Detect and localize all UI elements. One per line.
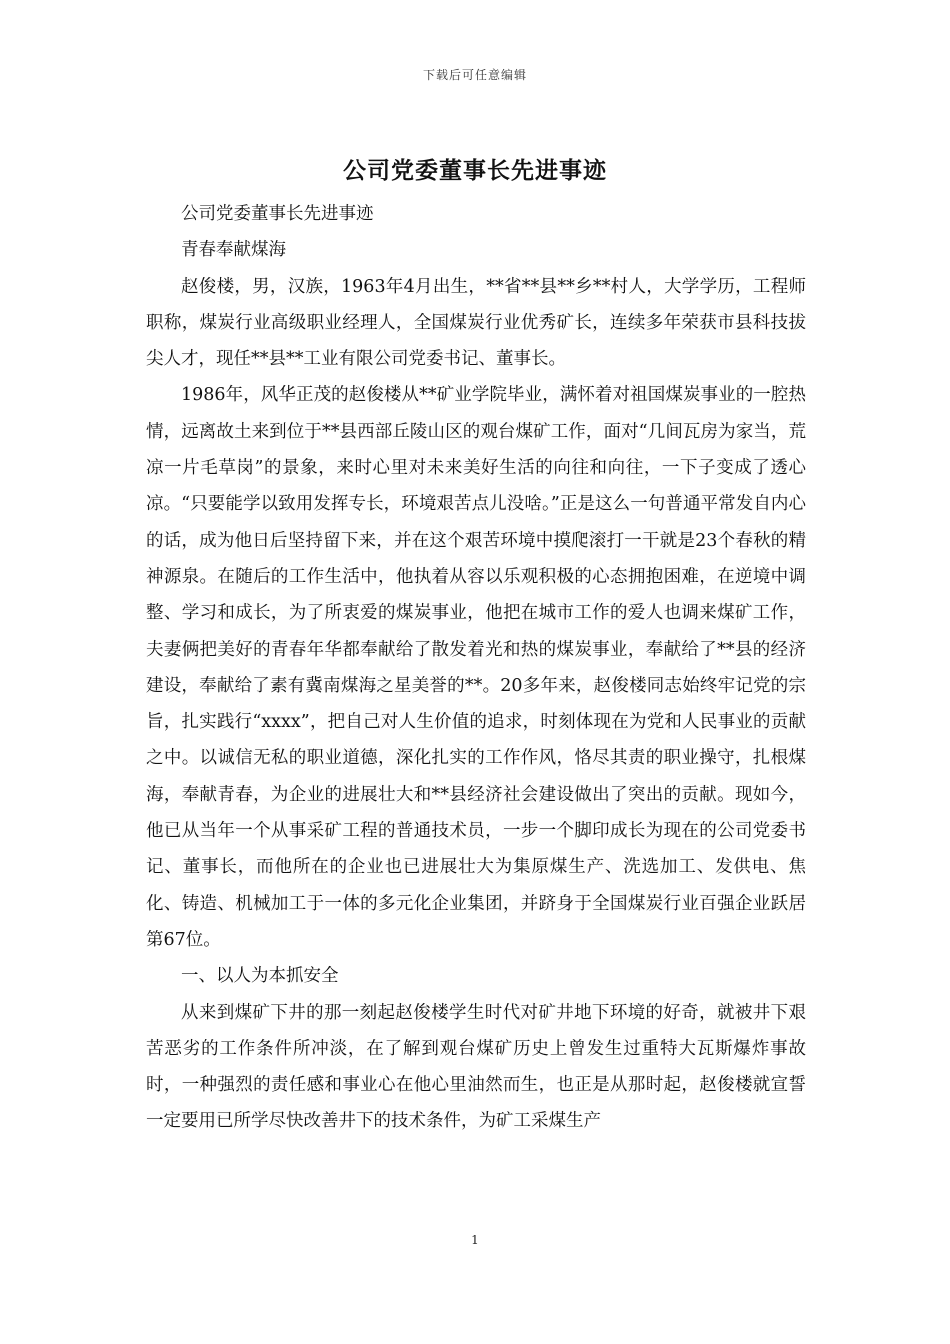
paragraph-career: 1986年，风华正茂的赵俊楼从**矿业学院毕业，满怀着对祖国煤炭事业的一腔热情，远离故土来到位于**县西部丘陵山区的观台煤矿工作，面对“几间瓦房为家当，荒凉一片毛草岗”的景象，来时心里对未来美好生活的向往和向往，一下子变成了透心凉。“只要能学以致用发挥专长，环境艰苦点儿没啥。”正是这么一句普通平常发自内心的话，成为他日后坚持留下来，并在这个艰苦环境中摸爬滚打一干就是23个春秋的精神源泉。在随后的工作生活中，他执着从容以乐观积极的心态拥抱困难，在逆境中调整、学习和成长，为了所衷爱的煤炭事业，他把在城市工作的爱人也调来煤矿工作，夫妻俩把美好的青春年华都奉献给了散发着光和热的煤炭事业，奉献给了**县的经济建设，奉献给了素有冀南煤海之星美誉的**。20多年来，赵俊楼同志始终牢记党的宗旨，扎实践行“xxxx”，把自己对人生价值的追求，时刻体现在为党和人民事业的贡献之中。以诚信无私的职业道德，深化扎实的工作作风，恪尽其责的职业操守，扎根煤海，奉献青春，为企业的进展壮大和**县经济社会建设做出了突出的贡献。现如今，他已从当年一个从事采矿工程的普通技术员，一步一个脚印成长为现在的公司党委书记、董事长，而他所在的企业也已进展壮大为集原煤生产、洗选加工、发供电、焦化、铸造、机械加工于一体的多元化企业集团，并跻身于全国煤炭行业百强企业跃居第67位。 <box>146 385 806 950</box>
paragraph-safety: 从来到煤矿下井的那一刻起赵俊楼学生时代对矿井地下环境的好奇，就被井下艰苦恶劣的工作条件所冲淡，在了解到观台煤矿历史上曾发生过重特大瓦斯爆炸事故时，一种强烈的责任感和事业心在他心里油然而生，也正是从那时起，赵俊楼就宣誓一定要用已所学尽快改善井下的技术条件，为矿工采煤生产 <box>146 1002 806 1132</box>
paragraph-heading: 青春奉献煤海 <box>181 240 286 261</box>
page-number: 1 <box>471 1233 479 1247</box>
document-title: 公司党委董事长先进事迹 <box>343 157 607 184</box>
page-header-note: 下载后可任意编辑 <box>422 68 527 82</box>
paragraph-section-heading: 一、以人为本抓安全 <box>181 966 339 987</box>
document-body <box>146 196 806 1140</box>
paragraph-profile: 赵俊楼，男，汉族，1963年4月出生，**省**县**乡**村人，大学学历，工程师职称，煤炭行业高级职业经理人，全国煤炭行业优秀矿长，连续多年荣获市县科技拔尖人才，现任**县**工业有限公司党委书记、董事长。 <box>146 276 806 370</box>
paragraph-subtitle: 公司党委董事长先进事迹 <box>181 204 374 224</box>
